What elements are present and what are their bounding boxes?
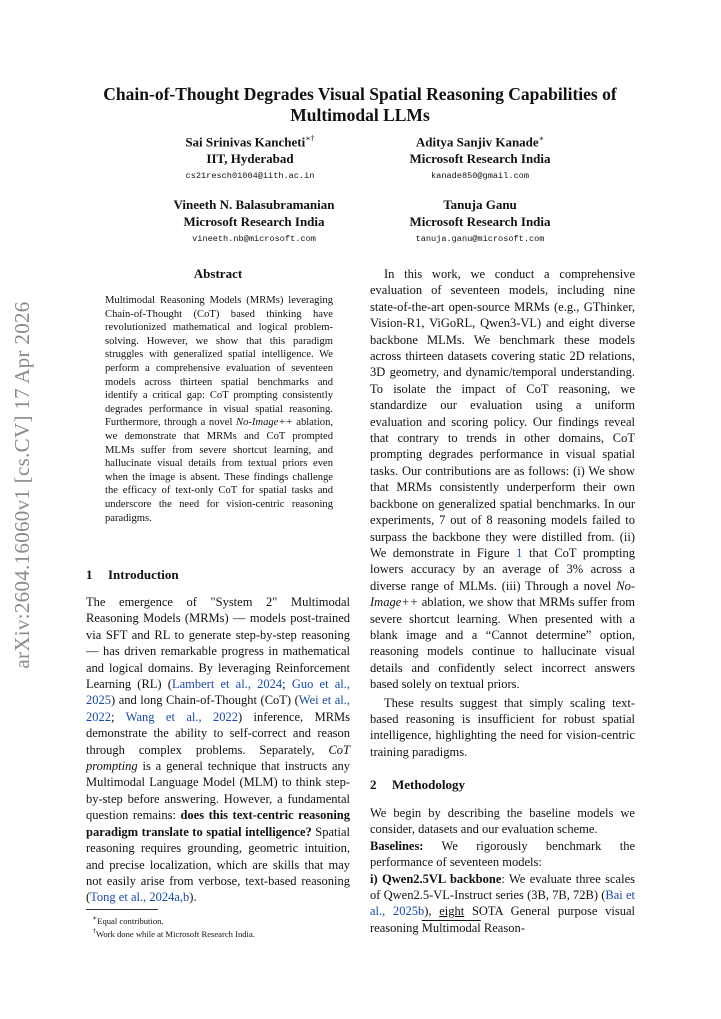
citation-link[interactable]: Lambert et al., 2024 (171, 677, 283, 692)
author-name: Aditya Sanjiv Kanade (415, 134, 539, 150)
author-mark: ∗† (305, 134, 315, 143)
footnote-text: Work done while at Microsoft Research India. (95, 928, 255, 939)
body-text: ) inference, MRMs demonstrate the ability to self-correct and reason through complex problems. Separately, (86, 709, 351, 757)
author-email[interactable]: kanade850@gmail.com (431, 171, 529, 182)
abstract-body (105, 294, 333, 525)
citation-link[interactable]: Bai et al., 2025b (370, 888, 635, 919)
footnote-mark: † (92, 927, 96, 935)
author-affiliation: IIT, Hyderabad (206, 151, 294, 167)
arxiv-stamp: arXiv:2604.16060v1 [cs.CV] 17 Apr 2026 (10, 301, 34, 669)
author-email[interactable]: cs21resch01004@iith.ac.in (185, 171, 315, 182)
body-emphasis: No-Image++ (370, 578, 635, 610)
overlined-text: Multimodal (421, 920, 481, 935)
section-number: 2 (370, 777, 377, 792)
body-text: ), (424, 904, 440, 919)
section-heading-methodology (370, 777, 465, 793)
citation-link[interactable]: Guo et al., 2025 (86, 677, 350, 708)
body-text: We begin by describing the baseline models we consider, datasets and our evaluation scheme. (370, 806, 635, 837)
abstract-emphasis: No-Image++ (236, 417, 293, 429)
body-text: is a general technique that instructs any Multimodal Language Model (MLM) to think step-by-step before answering. However, a fundamental question remains: (86, 759, 350, 823)
author-affiliation: Microsoft Research India (409, 214, 551, 229)
figure-link[interactable]: 1 (516, 545, 523, 560)
paragraph-label: Baselines: (370, 838, 424, 853)
paragraph-label: i) Qwen2.5VL backbone (370, 871, 502, 886)
methodology-paragraph (370, 805, 635, 936)
author-email[interactable]: tanuja.ganu@microsoft.com (415, 234, 545, 244)
abstract-text: Multimodal Reasoning Models (MRMs) leveraging Chain-of-Thought (CoT) based thinking have revolutionized mathematical and logical problem-solving. However, we show that this paradigm struggles with generalized spatial intelligence. We perform a comprehensive evaluation of seventeen models across thirteen spatial benchmarks and identify a critical gap: CoT prompting consistently degrades performance in visual spatial reasoning. Furthermore, through a novel (105, 295, 333, 429)
body-text: ablation, we show that MRMs suffer from severe shortcut learning. When presented with a blank image and a “Cannot determine” option, reasoning models continue to hallucinate visual details and confidently select incorrect answers based solely on textual priors. (370, 595, 635, 692)
right-column-intro (370, 266, 635, 760)
body-emphasis: CoT prompting (86, 742, 350, 774)
abstract-heading: Abstract (193, 266, 243, 281)
underlined-text: eight (439, 904, 465, 919)
author-1 (130, 130, 370, 185)
citation-link[interactable]: Wang et al., 2022 (125, 709, 238, 724)
abstract-text: ablation, we demonstrate that MRMs and CoT prompted MLMs suffer from severe shortcut learning, and hallucinate visual details from textual priors even when the image is absent. These findings challenge the efficacy of text-only CoT for spatial tasks and underscore the need for vision-centric reasoning paradigms. (105, 417, 334, 524)
body-text: : We evaluate three scales of Qwen2.5-VL-Instruct series (3B, 7B, 72B) ( (370, 871, 635, 903)
section-title: Methodology (392, 777, 465, 792)
section-title: Introduction (108, 567, 179, 582)
body-text: We rigorously benchmark the performance of seventeen models: (370, 838, 635, 870)
body-text: These results suggest that simply scaling text-based reasoning is insufficient for robust spatial intelligence, highlighting the need for vision-centric training paradigms. (370, 695, 635, 759)
author-affiliation: Microsoft Research India (183, 214, 325, 229)
body-text: ; (282, 677, 292, 692)
body-text: SOTA General purpose visual reasoning (370, 904, 635, 935)
body-text: The emergence of "System 2" Multimodal Reasoning Models (MRMs) — models post-trained via SFT and RL to generate step-by-step reasoning — has driven remarkable progress in mathematical and logical domains. By leveraging Reinforcement Learning (RL) ( (86, 595, 350, 692)
author-3 (134, 196, 374, 248)
footnote-rule (86, 909, 158, 910)
paper-title: Chain-of-Thought Degrades Visual Spatial Reasoning Capabilities of Multimodal LLMs (103, 84, 617, 125)
citation-link[interactable]: Tong et al., 2024a,b (90, 890, 190, 905)
body-text: that CoT prompting lowers accuracy by an average of 3% across a diverse range of MLMs. (iii) Through a novel (370, 545, 635, 593)
section-heading-introduction (86, 567, 179, 583)
author-mark: ∗ (538, 134, 545, 143)
footnote-2 (86, 925, 346, 940)
author-name: Sai Srinivas Kancheti (185, 134, 306, 150)
author-affiliation: Microsoft Research India (409, 151, 551, 167)
introduction-paragraph (86, 594, 350, 906)
citation-link[interactable]: Wei et al., 2022 (86, 693, 350, 724)
body-text: In this work, we conduct a comprehensive evaluation of seventeen models, including nine state-of-the-art open-source MRMs (e.g., GThinker, Vision-R1, ViGoRL, Qwen3-VL) and eight diverse backbone MLMs. We benchmark these models across thirteen datasets covering static 2D relations, 3D geometry, and dynamic/temporal understanding. To isolate the impact of CoT reasoning, we standardize our evaluation using a uniform evaluation and scoring policy. Our findings reveal that contrary to trends in other domains, CoT prompting degrades performance in visual spatial tasks. Our contributions are as follows: (i) We show that MRMs consistently underperform their own backbone on generalized spatial benchmarks. In our experiments, 7 out of 8 reasoning models failed to surpass the backbone they were distilled from. (ii) We demonstrate in Figure (370, 267, 635, 560)
author-2 (360, 130, 600, 185)
footnote-mark: ∗ (92, 914, 98, 922)
section-number: 1 (86, 567, 93, 582)
body-text: ; (111, 709, 126, 724)
body-text: ). (189, 890, 197, 905)
author-name: Tanuja Ganu (443, 197, 517, 212)
body-text: Spatial reasoning requires grounding, geometric intuition, and precise localization, which are skills that may not easily arise from verbose, text-based reasoning ( (86, 824, 350, 905)
research-question: does this text-centric reasoning paradigm translate to spatial intelligence? (86, 808, 351, 839)
body-text: ) and long Chain-of-Thought (CoT) ( (111, 693, 299, 708)
author-name: Vineeth N. Balasubramanian (173, 197, 335, 212)
footnote-text: Equal contribution. (97, 915, 164, 926)
author-4 (360, 196, 600, 248)
author-email[interactable]: vineeth.nb@microsoft.com (192, 234, 316, 244)
body-text: Reason- (480, 920, 525, 935)
